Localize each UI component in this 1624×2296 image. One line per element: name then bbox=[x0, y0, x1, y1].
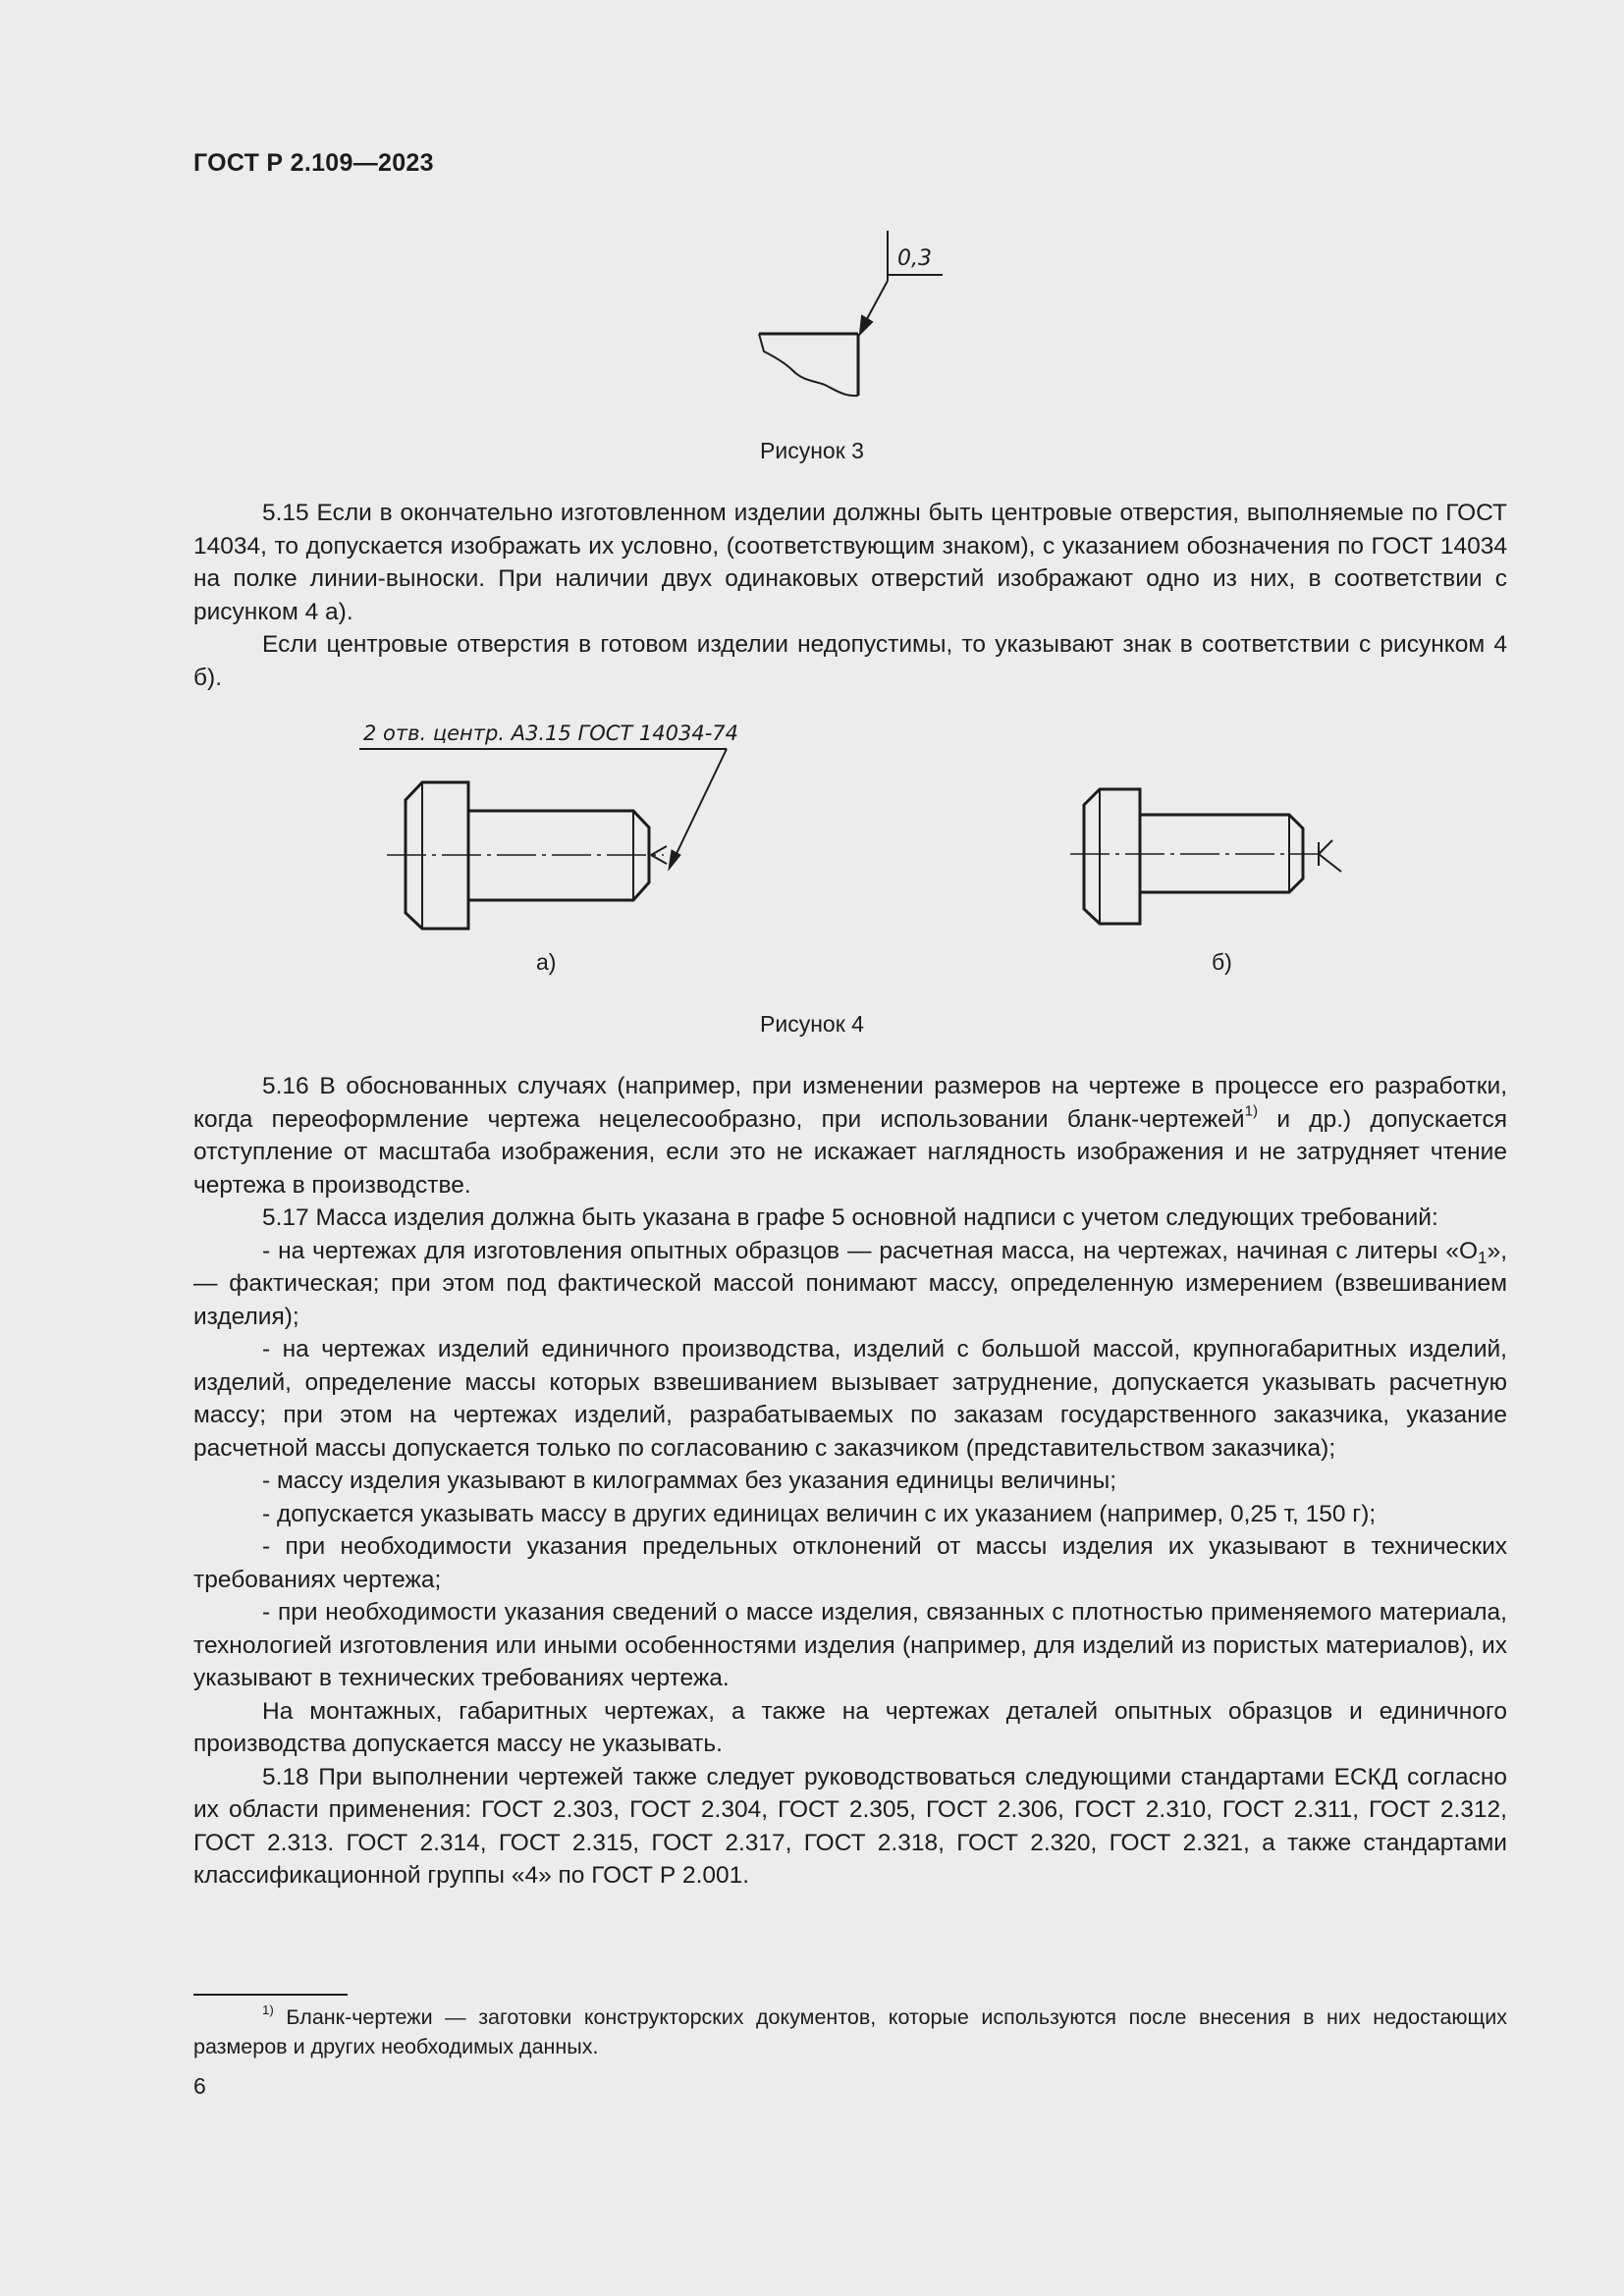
paragraph-5-15-b: Если центровые отверстия в готовом изделии недопустимы, то указывают знак в соответствии с рисунком 4 б). bbox=[193, 631, 1507, 691]
list-item bbox=[193, 1235, 1507, 1334]
document-header: ГОСТ Р 2.109—2023 bbox=[193, 149, 434, 177]
footnote bbox=[193, 2002, 1507, 2061]
paragraph-5-18: 5.18 При выполнении чертежей также следует руководствоваться следующими стандартами ЕСКД согласно их области применения: ГОСТ 2.303, ГОСТ 2.304, ГОСТ 2.305, ГОСТ 2.306, ГОСТ 2.310, ГОСТ 2.311, ГОСТ 2.312, ГОСТ 2.313. ГОСТ 2.314, ГОСТ 2.315, ГОСТ 2.317, ГОСТ 2.318, ГОСТ 2.320, ГОСТ 2.321, а также стандартами классификационной группы «4» по ГОСТ Р 2.001. bbox=[193, 1763, 1507, 1889]
list-item: - при необходимости указания предельных отклонений от массы изделия их указывают в технических требованиях чертежа; bbox=[193, 1533, 1507, 1593]
figure-4a-label: а) bbox=[536, 949, 557, 975]
list-item: - при необходимости указания сведений о массе изделия, связанных с плотностью применяемого материала, технологией изготовления или иными особенностями изделия (например, для изделий из пористых материалов), их указывают в технических требованиях чертежа. bbox=[193, 1599, 1507, 1691]
fig4a-center-sign-lower bbox=[651, 855, 667, 864]
list-item-1-subscript: 1 bbox=[1478, 1247, 1488, 1267]
fig4b-bolt-head bbox=[1084, 789, 1140, 924]
paragraph-assembly-drawings: На монтажных, габаритных чертежах, а также на чертежах деталей опытных образцов и единичного производства допускается массу не указывать. bbox=[193, 1697, 1507, 1757]
fig4a-leader-text: 2 отв. центр. А3.15 ГОСТ 14034-74 bbox=[363, 721, 738, 745]
list-item: - на чертежах изделий единичного производства, изделий с большой массой, крупногабаритных изделий, изделий, определение массы которых взвешиванием вызывает затруднение, допускается указывать расчетную массу; при этом на чертежах изделий, разрабатываемых по заказам государственного заказчика, указание расчетной массы допускается только по согласованию с заказчиком (представительством заказчика); bbox=[193, 1336, 1507, 1462]
fig4a-center-sign-upper bbox=[651, 846, 667, 855]
fig4b-prohibit-sign-lower bbox=[1319, 854, 1341, 872]
figure-3-caption: Рисунок 3 bbox=[760, 438, 864, 463]
figure-4-caption: Рисунок 4 bbox=[760, 1011, 864, 1037]
fig4b-prohibit-sign-upper bbox=[1319, 840, 1332, 854]
fig4a-leader-arrowhead bbox=[669, 850, 680, 870]
list-item: - массу изделия указывают в килограммах без указания единицы величины; bbox=[262, 1468, 1117, 1494]
list-item: - допускается указывать массу в других единицах величин с их указанием (например, 0,25 т, 150 г); bbox=[262, 1500, 1377, 1527]
figure-4b-label: б) bbox=[1212, 949, 1232, 975]
paragraph-5-15: 5.15 Если в окончательно изготовленном изделии должны быть центровые отверстия, выполняемые по ГОСТ 14034, то допускается изображать их условно, (соответствующим знаком), с указанием обозначения по ГОСТ 14034 на полке линии-выноски. При наличии двух одинаковых отверстий изображают одно из них, в соответствии с рисунком 4 а). bbox=[193, 500, 1507, 625]
footnote-text: Бланк-чертежи — заготовки конструкторских документов, которые используются после внесения в них недостающих размеров и других необходимых данных. bbox=[193, 2005, 1507, 2058]
section-5-16-to-5-18 bbox=[193, 1070, 1507, 1893]
paragraph-5-16 bbox=[193, 1070, 1507, 1201]
list-item-1-before: - на чертежах для изготовления опытных образцов — расчетная масса, на чертежах, начиная с литеры «О bbox=[262, 1237, 1479, 1264]
fig4a-leader-line bbox=[672, 749, 727, 864]
list-item-1-after: », — фактическая; при этом под фактической массой понимают массу, определенную измерением (взвешиванием изделия); bbox=[193, 1237, 1507, 1330]
paragraph-5-16-before: 5.16 В обоснованных случаях (например, при изменении размеров на чертеже в процессе его разработки, когда переоформление чертежа нецелесообразно, при использовании бланк-чертежей bbox=[193, 1073, 1507, 1133]
footnote-separator bbox=[193, 1994, 348, 1996]
paragraph-5-17: 5.17 Масса изделия должна быть указана в графе 5 основной надписи с учетом следующих требований: bbox=[262, 1204, 1438, 1231]
paragraph-5-16-after: и др.) допускается отступление от масштаба изображения, если это не искажает наглядность изображения и не затрудняет чтение чертежа в производстве. bbox=[193, 1105, 1507, 1199]
roughness-value: 0,3 bbox=[897, 246, 932, 271]
footnote-reference: 1) bbox=[1244, 1102, 1259, 1120]
footnote-marker: 1) bbox=[262, 2002, 274, 2018]
page-number: 6 bbox=[193, 2073, 206, 2099]
